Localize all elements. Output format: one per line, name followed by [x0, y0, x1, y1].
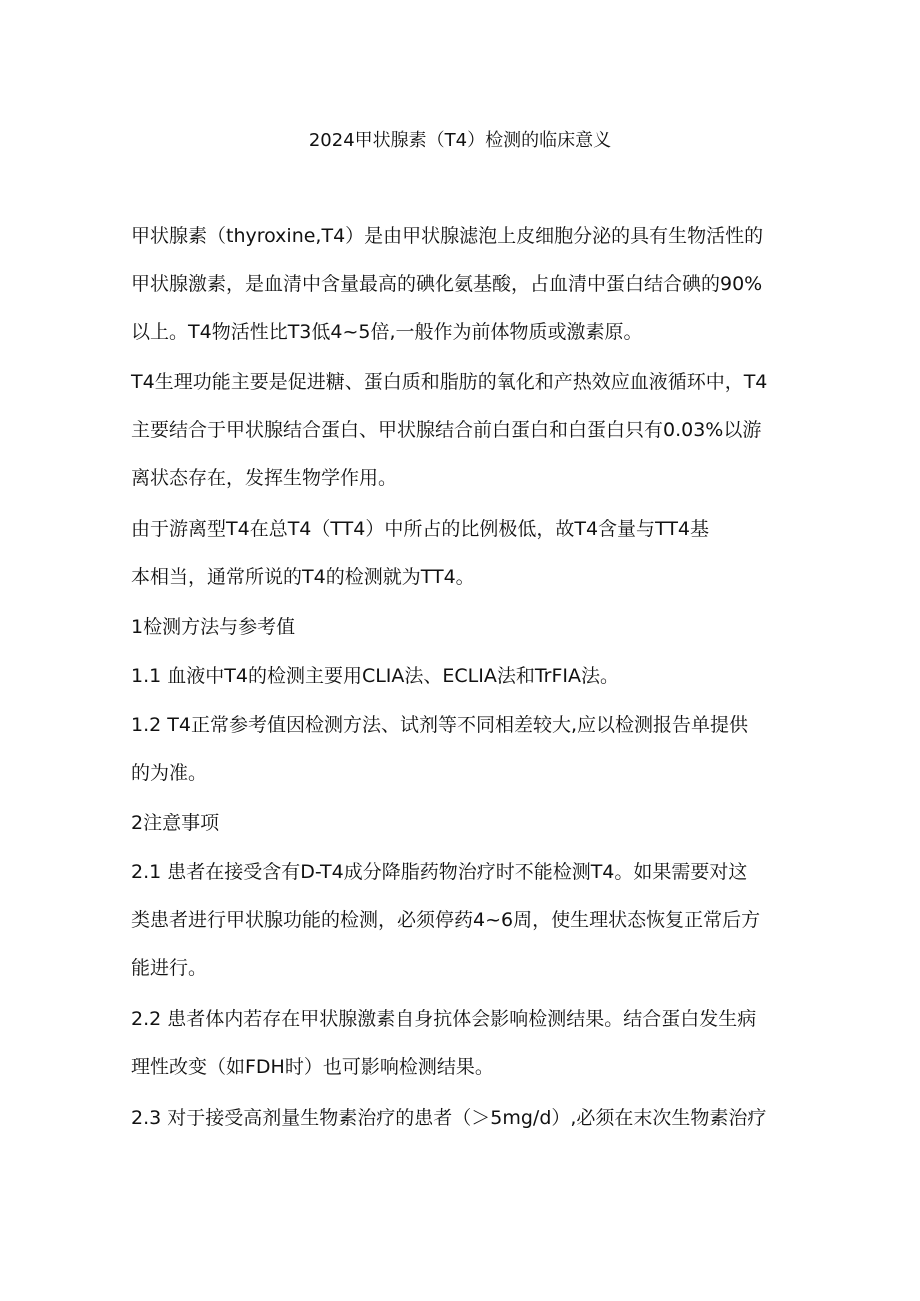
paragraph-1-line-3: 以上。T4物活性比T3低4~5倍,一般作为前体物质或激素原。 [131, 321, 643, 343]
paragraph-3-line-1: 由于游离型T4在总T4（TT4）中所占的比例极低，故T4含量与TT4基 [131, 518, 710, 540]
paragraph-2-line-2: 主要结合于甲状腺结合蛋白、甲状腺结合前白蛋白和白蛋白只有0.03%以游 [131, 419, 762, 441]
paragraph-2-line-3: 离状态存在，发挥生物学作用。 [131, 467, 398, 489]
item-2-1-line-3: 能进行。 [131, 957, 208, 979]
item-1-1-line-1: 1.1 血液中T4的检测主要用CLIA法、ECLIA法和TrFIA法。 [131, 665, 620, 687]
paragraph-3-line-2: 本相当，通常所说的T4的检测就为TT4。 [131, 566, 475, 588]
item-2-3-line-1: 2.3 对于接受高剂量生物素治疗的患者（＞5mg∕d）,必须在末次生物素治疗 [131, 1107, 767, 1129]
section-2-heading: 2注意事项 [131, 812, 220, 834]
item-2-2-line-1: 2.2 患者体内若存在甲状腺激素自身抗体会影响检测结果。结合蛋白发生病 [131, 1008, 757, 1030]
paragraph-2-line-1: T4生理功能主要是促进糖、蛋白质和脂肪的氧化和产热效应血液循环中，T4 [131, 371, 768, 393]
document-title: 2024甲状腺素（T4）检测的临床意义 [308, 130, 612, 151]
paragraph-1-line-1: 甲状腺素（thyroxine,T4）是由甲状腺滤泡上皮细胞分泌的具有生物活性的 [131, 225, 764, 247]
section-1-heading: 1检测方法与参考值 [131, 616, 296, 638]
item-2-1-line-1: 2.1 患者在接受含有D-T4成分降脂药物治疗时不能检测T4。如果需要对这 [131, 861, 748, 883]
item-1-2-line-2: 的为准。 [131, 762, 208, 784]
paragraph-1-line-2: 甲状腺激素，是血清中含量最高的碘化氨基酸，占血清中蛋白结合碘的90% [131, 273, 763, 295]
item-2-2-line-2: 理性改变（如FDH时）也可影响检测结果。 [131, 1056, 494, 1078]
item-2-1-line-2: 类患者进行甲状腺功能的检测，必须停药4~6周，使生理状态恢复正常后方 [131, 909, 761, 931]
item-1-2-line-1: 1.2 T4正常参考值因检测方法、试剂等不同相差较大,应以检测报告单提供 [131, 714, 748, 736]
